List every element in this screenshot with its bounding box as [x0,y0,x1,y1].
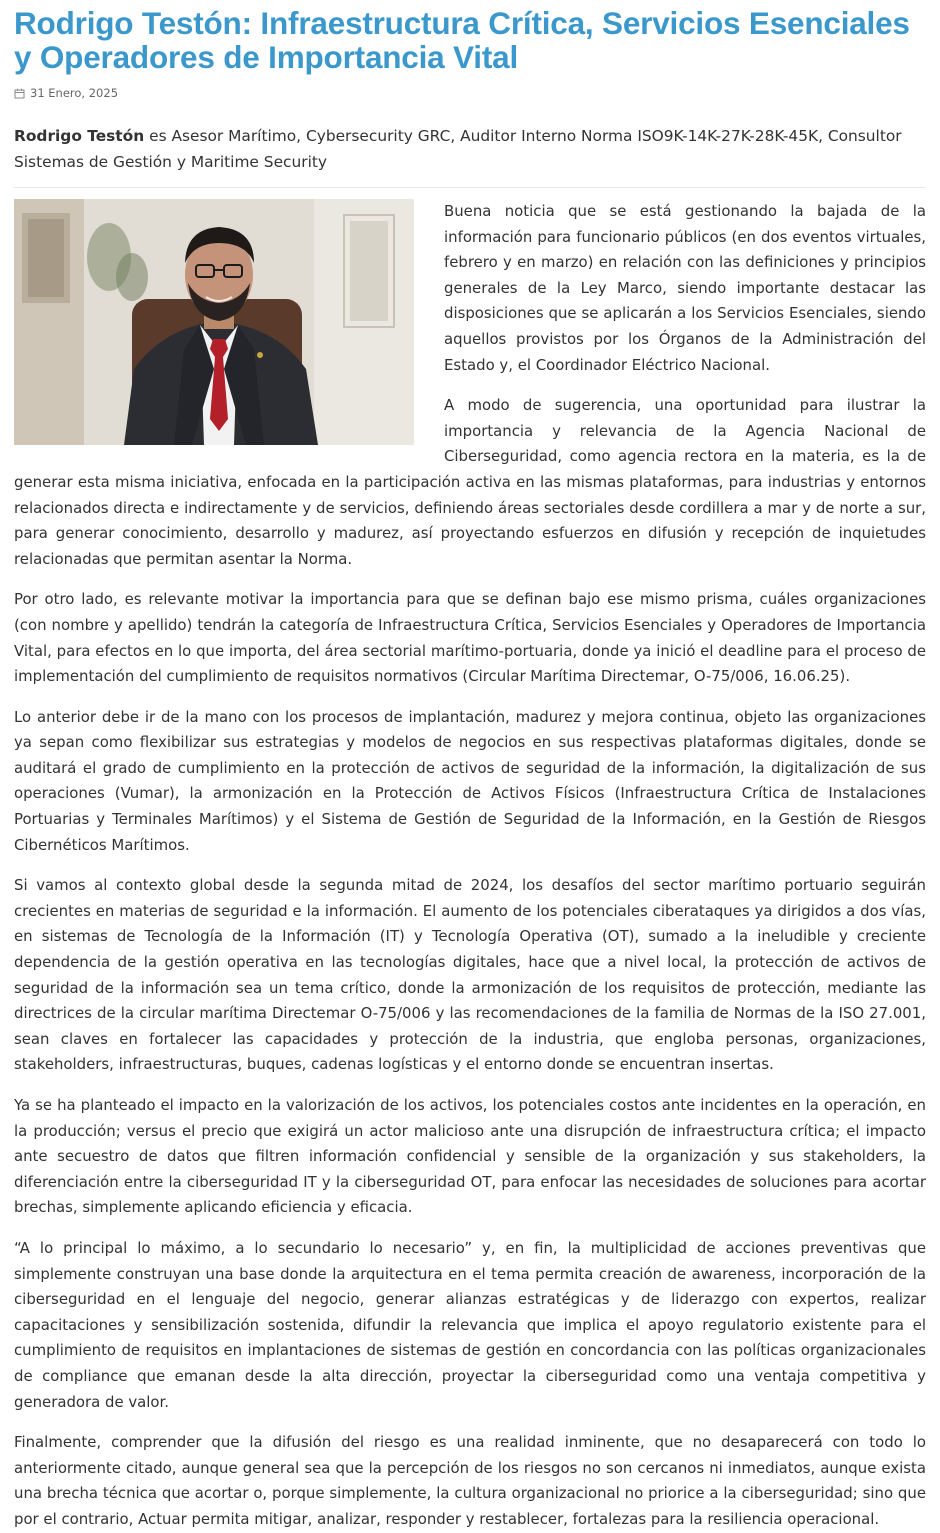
article-paragraph: “A lo principal lo máximo, a lo secundario lo necesario” y, en fin, la multiplicidad de acciones preventivas que simplemente construyan una base donde la arquitectura en el tema permita creación de awareness, incorporación de la ciberseguridad en el lenguaje del negocio, generar alianzas estratégicas y de liderazgo con expertos, realizar capacitaciones y sensibilización sostenida, difundir la relevancia que implica el apoyo regulatorio existente para el cumplimiento de requisitos en implantaciones de sistemas de gestión en concordancia con las políticas organizacionales de compliance que emanan desde la alta dirección, proyectar la ciberseguridad como una ventaja competitiva y generadora de valor. [14,1238,926,1411]
article-date-row [14,86,926,100]
article-paragraph: A modo de sugerencia, una oportunidad para ilustrar la importancia y relevancia de la Agencia Nacional de Ciberseguridad, como agencia rectora en la materia, es la de generar esta misma iniciativa, enfocada en la participación activa en las mismas plataformas, para industrias y entornos relacionados directa e indirectamente y de servicios, definiendo áreas sectoriales desde cordillera a mar y de norte a sur, para generar conocimiento, desarrollo y madurez, así proyectando esfuerzos en difusión y recepción de inquietudes relacionadas que permitan asentar la Norma. [14,396,926,568]
calendar-icon [14,88,25,99]
author-name: Rodrigo Testón [14,127,145,145]
article-body [14,199,926,1533]
author-bio [14,123,926,188]
article-paragraph: Ya se ha planteado el impacto en la valorización de los activos, los potenciales costos ante incidentes en la operación, en la producción; versus el precio que exigirá un actor malicioso ante una disrupción de infraestructura crítica; el impacto ante secuestro de datos que filtren información confidencial y sensible de la organización y sus stakeholders, la diferenciación entre la ciberseguridad IT y la ciberseguridad OT, para enfocar las necesidades de soluciones para acortar brechas, simplemente aplicando eficiencia y eficacia. [14,1096,926,1217]
article-date: 31 Enero, 2025 [30,86,119,100]
article-paragraph: Si vamos al contexto global desde la segunda mitad de 2024, los desafíos del sector marítimo portuario seguirán crecientes en materias de seguridad e la información. El aumento de los potenciales ciberataques ya dirigidos a dos vías, en sistemas de Tecnología de la Información (IT) y Tecnología Operativa (OT), sumado a la ineludible y creciente dependencia de la gestión operativa en las tecnologías digitales, hace que a nivel local, la protección de activos de seguridad de la información sea un tema crítico, donde la armonización de los requisitos de protección, mediante las directrices de la circular marítima Directemar O-75/006 y las recomendaciones de la familia de Normas de la ISO 27.001, sean claves en fortalecer las capacidades y protección de la industria, que engloba personas, organizaciones, stakeholders, infraestructuras, buques, cadenas logísticas y el entorno donde se encuentran insertas. [14,876,926,1074]
author-description: es Asesor Marítimo, Cybersecurity GRC, Auditor Interno Norma ISO9K-14K-27K-28K-45K, Consultor Sistemas de Gestión y Maritime Security [14,127,902,171]
article-paragraph: Lo anterior debe ir de la mano con los procesos de implantación, madurez y mejora continua, objeto las organizaciones ya sepan como flexibilizar sus estrategias y modelos de negocios en sus respectivas plataformas digitales, donde se auditará el grado de cumplimiento en la protección de activos de seguridad de la información, la digitalización de sus operaciones (Vumar), la armonización en la Protección de Activos Físicos (Infraestructura Crítica de Instalaciones Portuarias y Terminales Marítimos) y el Sistema de Gestión de Seguridad de la Información, en la Gestión de Riesgos Cibernéticos Marítimos. [14,707,926,854]
article-paragraph: Buena noticia que se está gestionando la bajada de la información para funcionario públicos (en dos eventos virtuales, febrero y en marzo) en relación con las definiciones y principios generales de la Ley Marco, siendo importante destacar las disposiciones que se aplicarán a los Servicios Esenciales, siendo aquellos provistos por los Órganos de la Administración del Estado y, el Coordinador Eléctrico Nacional. [444,202,926,374]
article-paragraph: Por otro lado, es relevante motivar la importancia para que se definan bajo ese mismo prisma, cuáles organizaciones (con nombre y apellido) tendrán la categoría de Infraestructura Crítica, Servicios Esenciales y Operadores de Importancia Vital, para efectos en lo que importa, del área sectorial marítimo-portuaria, donde ya inició el deadline para el proceso de implementación del cumplimiento de requisitos normativos (Circular Marítima Directemar, O-75/006, 16.06.25). [14,590,926,686]
author-photo [14,199,414,445]
article-paragraph: Finalmente, comprender que la difusión del riesgo es una realidad inminente, que no desaparecerá con todo lo anteriormente citado, aunque general sea que la percepción de los riesgos no son cercanos ni inmediatos, aunque exista una brecha técnica que acortar o, porque simplemente, la cultura organizacional no priorice a la ciberseguridad; sino que por el contrario, Actuar permita mitigar, analizar, responder y restablecer, fortalezas para la resiliencia operacional. [14,1433,926,1528]
article-title: Rodrigo Testón: Infraestructura Crítica, Servicios Esenciales y Operadores de Importancia Vital [14,5,910,75]
author-portrait-illustration [14,199,414,445]
